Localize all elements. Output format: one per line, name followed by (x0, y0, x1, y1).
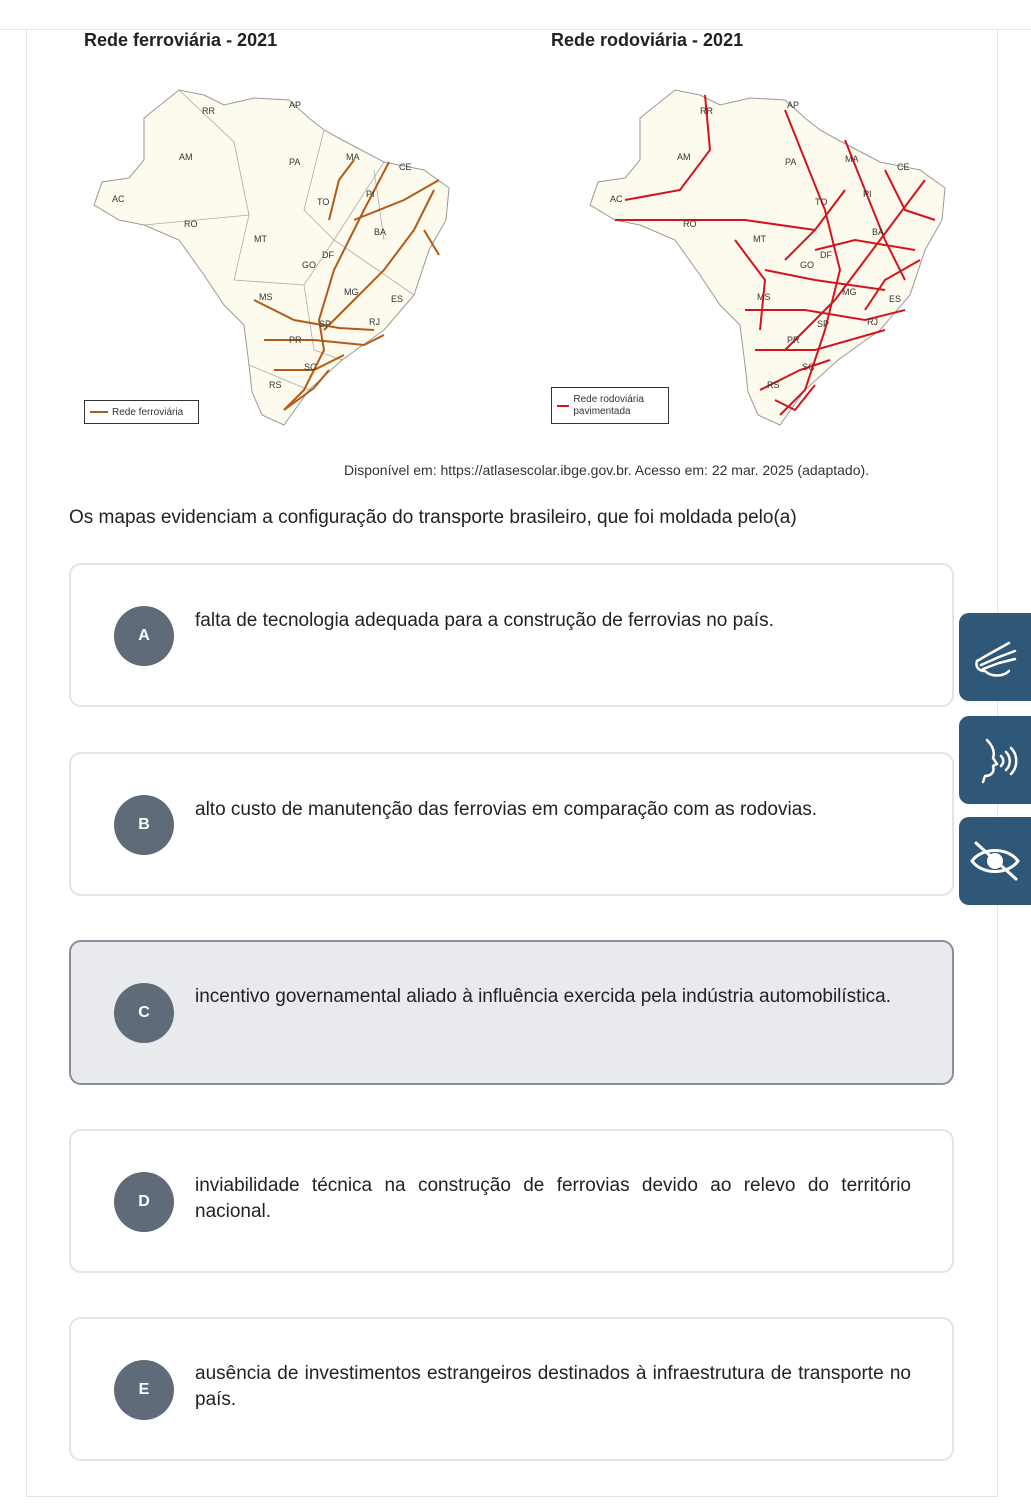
rail-map-title: Rede ferroviária - 2021 (84, 30, 278, 50)
road-state-label-rr: RR (700, 106, 713, 116)
state-label-am: AM (179, 152, 193, 162)
option-text-c: incentivo governamental aliado à influência exercida pela indústria automobilística. (195, 986, 892, 1007)
road-map-title: Rede rodoviária - 2021 (551, 30, 744, 50)
road-state-label-ce: CE (897, 162, 910, 172)
road-state-label-ro: RO (683, 219, 697, 229)
visual-contrast-button[interactable] (959, 817, 1031, 905)
sign-language-icon (969, 631, 1021, 683)
option-c[interactable] (69, 940, 954, 1085)
state-label-pr: PR (289, 335, 302, 345)
road-state-label-ap: AP (787, 100, 800, 110)
option-e[interactable] (69, 1317, 954, 1461)
visual-contrast-icon (968, 835, 1022, 887)
question-text: Os mapas evidenciam a configuração do transporte brasileiro, que foi moldada pelo(a) (69, 507, 797, 528)
rail-legend (84, 400, 199, 424)
rail-network-map (84, 70, 454, 430)
road-state-label-rj: RJ (867, 317, 878, 327)
road-state-label-go: GO (800, 260, 815, 270)
option-a[interactable] (69, 563, 954, 707)
option-letter-e: E (114, 1360, 174, 1420)
option-text-e: ausência de investimentos estrangeiros destinados à infraestrutura de transporte no país. (195, 1363, 911, 1410)
road-state-label-am: AM (677, 152, 691, 162)
road-legend-swatch (557, 405, 569, 407)
road-state-label-to: TO (815, 197, 828, 207)
road-state-label-ba: BA (872, 227, 885, 237)
option-b[interactable] (69, 752, 954, 896)
rail-legend-swatch (90, 411, 108, 413)
road-network-map (585, 70, 950, 430)
road-state-label-mg: MG (842, 287, 857, 297)
road-legend (551, 387, 669, 424)
state-label-rs: RS (269, 380, 282, 390)
road-state-label-rs: RS (767, 380, 780, 390)
state-label-go: GO (302, 260, 317, 270)
state-label-pi: PI (366, 189, 375, 199)
state-label-ba: BA (374, 227, 387, 237)
state-label-ms: MS (259, 292, 273, 302)
option-letter-d: D (114, 1172, 174, 1232)
state-label-rj: RJ (369, 317, 380, 327)
road-state-label-sc: SC (802, 362, 815, 372)
road-legend-label: Rede rodoviária pavimentada (573, 393, 644, 417)
road-state-label-sp: SP (817, 319, 830, 329)
state-label-mg: MG (344, 287, 359, 297)
option-text-d: inviabilidade técnica na construção de ferrovias devido ao relevo do território nacional. (195, 1175, 911, 1222)
audio-button[interactable] (959, 716, 1031, 804)
state-label-df: DF (322, 250, 334, 260)
state-label-sp: SP (319, 319, 332, 329)
state-label-ro: RO (184, 219, 198, 229)
state-label-ac: AC (112, 194, 125, 204)
road-state-label-ac: AC (610, 194, 623, 204)
option-letter-c: C (114, 983, 174, 1043)
rail-legend-label: Rede ferroviária (112, 406, 184, 418)
option-letter-b: B (114, 795, 174, 855)
option-d[interactable] (69, 1129, 954, 1273)
state-label-pa: PA (289, 157, 301, 167)
source-citation: Disponível em: https://atlasescolar.ibge.gov.br. Acesso em: 22 mar. 2025 (adaptado). (344, 462, 870, 478)
option-letter-a: A (114, 606, 174, 666)
option-text-a: falta de tecnologia adequada para a construção de ferrovias no país. (195, 610, 774, 631)
state-label-ma: MA (346, 152, 360, 162)
road-state-label-es: ES (889, 294, 902, 304)
state-label-ap: AP (289, 100, 302, 110)
road-state-label-df: DF (820, 250, 832, 260)
road-state-label-mt: MT (753, 234, 766, 244)
road-state-label-ma: MA (845, 154, 859, 164)
state-label-ce: CE (399, 162, 412, 172)
audio-voice-icon (969, 734, 1021, 786)
sign-language-button[interactable] (959, 613, 1031, 701)
road-state-label-pr: PR (787, 335, 800, 345)
state-label-rr: RR (202, 106, 215, 116)
road-state-label-ms: MS (757, 292, 771, 302)
state-label-sc: SC (304, 362, 317, 372)
state-label-es: ES (391, 294, 404, 304)
road-state-label-pa: PA (785, 157, 797, 167)
state-label-to: TO (317, 197, 330, 207)
state-label-mt: MT (254, 234, 267, 244)
option-text-b: alto custo de manutenção das ferrovias em comparação com as rodovias. (195, 799, 818, 820)
top-bar (0, 0, 1031, 30)
road-state-label-pi: PI (863, 189, 872, 199)
